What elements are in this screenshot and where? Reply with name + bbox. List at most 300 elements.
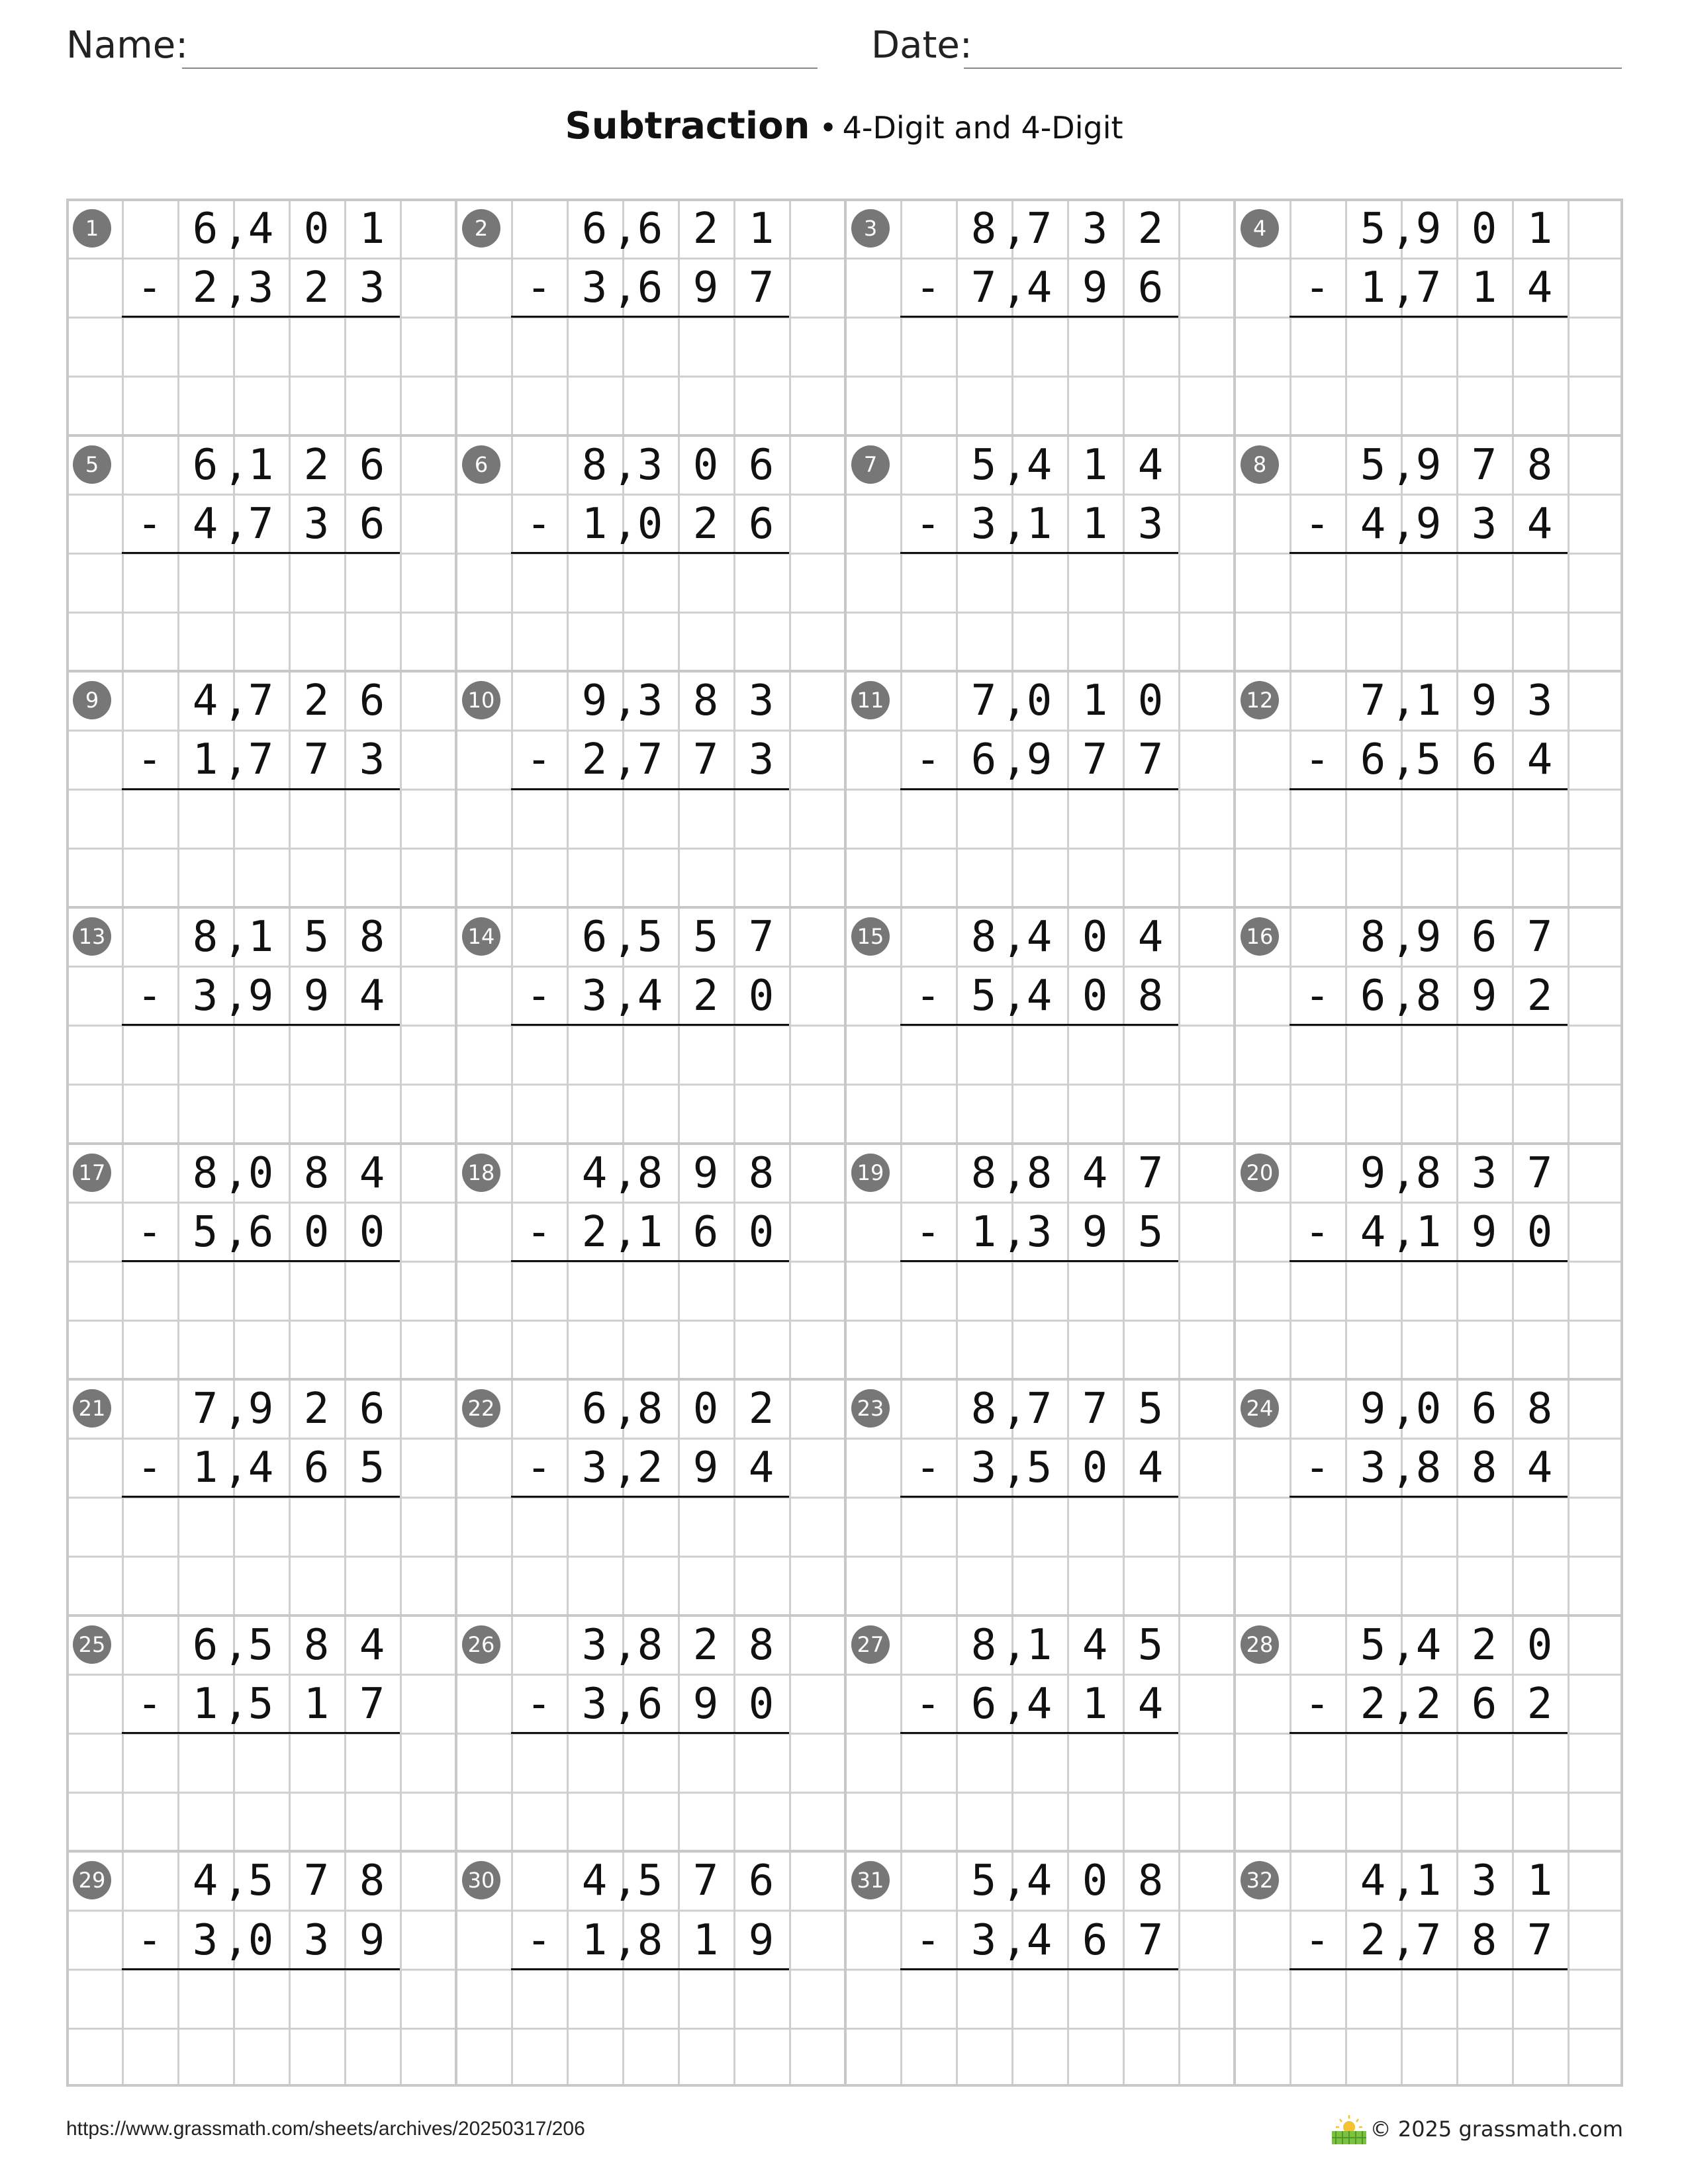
answer-area[interactable] [511,1263,789,1376]
problem-number-badge: 12 [1241,681,1279,719]
minuend-digit: 0 [1082,912,1108,962]
thousands-separator: , [1002,1620,1027,1670]
minuend-digit: 1 [1026,1620,1053,1670]
minus-sign: - [526,1679,552,1729]
problem-25 [66,1615,455,1851]
minuend-digit: 0 [1415,1385,1442,1434]
minuend-digit: 7 [692,1856,719,1906]
minuend-digit: 9 [581,676,608,726]
thousands-separator: , [1391,912,1417,962]
problem-8 [1234,435,1623,671]
problem-31 [845,1850,1234,2087]
answer-line [511,552,789,554]
answer-area[interactable] [1289,1972,1568,2084]
problem-14 [455,907,845,1143]
minuend-digit: 2 [1471,1620,1497,1670]
minuend-digit: 4 [581,1856,608,1906]
thousands-separator: , [1002,912,1027,962]
thousands-separator: , [1002,499,1027,549]
minuend-digit: 6 [748,1856,774,1906]
minus-sign: - [915,972,941,1021]
answer-area[interactable] [900,555,1178,668]
subtrahend-digit: 9 [1082,1207,1108,1257]
minuend-digit: 5 [303,912,330,962]
minuend-digit: 9 [1415,912,1442,962]
thousands-separator: , [223,912,249,962]
answer-area[interactable] [1289,1499,1568,1612]
problem-number-badge: 8 [1241,445,1279,484]
thousands-separator: , [612,676,638,726]
subtrahend-digit: 1 [1471,263,1497,313]
subtrahend-digit: 3 [581,972,608,1021]
minuend-digit: 5 [637,1856,663,1906]
minuend-digit: 1 [1082,440,1108,490]
subtrahend-digit: 0 [748,972,774,1021]
thousands-separator: , [1002,1443,1027,1493]
problem-3 [845,199,1234,435]
thousands-separator: , [223,1207,249,1257]
answer-line [1289,1024,1568,1026]
subtrahend-digit: 2 [581,735,608,785]
minuend-digit: 0 [692,1385,719,1434]
subtrahend-digit: 6 [637,263,663,313]
minuend-digit: 8 [303,1148,330,1198]
minuend-digit: 9 [1471,676,1497,726]
problem-2 [455,199,845,435]
minuend-digit: 7 [248,676,274,726]
answer-line [122,1260,400,1262]
minuend-digit: 4 [1026,912,1053,962]
problem-16 [1234,907,1623,1143]
answer-line [900,1968,1178,1970]
thousands-separator: , [612,735,638,785]
answer-area[interactable] [1289,555,1568,668]
minuend-digit: 6 [192,205,218,253]
thousands-separator: , [1391,1620,1417,1670]
subtrahend-digit: 9 [1026,735,1053,785]
answer-area[interactable] [1289,1027,1568,1140]
subtrahend-digit: 4 [1137,1443,1164,1493]
subtrahend-digit: 2 [692,499,719,549]
minus-sign: - [915,499,941,549]
subtrahend-digit: 0 [637,499,663,549]
problem-number-badge: 18 [462,1154,500,1192]
minuend-digit: 1 [748,205,774,253]
minuend-digit: 8 [1026,1148,1053,1198]
subtrahend-digit: 7 [970,263,997,313]
problem-11 [845,670,1234,907]
minuend-digit: 7 [1471,440,1497,490]
minuend-digit: 8 [192,1148,218,1198]
subtrahend-digit: 6 [1137,263,1164,313]
subtrahend-digit: 7 [1137,735,1164,785]
subtrahend-digit: 4 [1526,1443,1553,1493]
minuend-digit: 8 [970,1620,997,1670]
subtrahend-digit: 9 [248,972,274,1021]
problem-number-badge: 16 [1241,917,1279,956]
answer-area[interactable] [1289,1263,1568,1376]
thousands-separator: , [1391,1915,1417,1965]
problem-number-badge: 30 [462,1861,500,1899]
minus-sign: - [136,1915,163,1965]
problem-number-badge: 23 [851,1389,890,1428]
thousands-separator: , [612,1620,638,1670]
subtrahend-digit: 4 [1526,735,1553,785]
subtrahend-digit: 6 [1360,972,1386,1021]
problem-number-badge: 11 [851,681,890,719]
problem-23 [845,1379,1234,1615]
minuend-digit: 5 [1360,440,1386,490]
minuend-digit: 7 [1526,1148,1553,1198]
answer-area[interactable] [900,1972,1178,2084]
date-field-line[interactable] [964,68,1622,69]
minuend-digit: 4 [1082,1148,1108,1198]
answer-area[interactable] [511,1499,789,1612]
problem-number-badge: 20 [1241,1154,1279,1192]
thousands-separator: , [223,1443,249,1493]
subtrahend-digit: 7 [1526,1915,1553,1965]
subtrahend-digit: 8 [1471,1915,1497,1965]
answer-line [900,788,1178,790]
answer-area[interactable] [900,319,1178,432]
subtrahend-digit: 7 [248,735,274,785]
answer-line [511,1968,789,1970]
minuend-digit: 8 [192,912,218,962]
problem-6 [455,435,845,671]
minuend-digit: 0 [1526,1620,1553,1670]
minuend-digit: 6 [637,205,663,253]
subtrahend-digit: 3 [1360,1443,1386,1493]
answer-area[interactable] [511,1735,789,1848]
minus-sign: - [1304,1443,1331,1493]
subtrahend-digit: 4 [1360,499,1386,549]
subtrahend-digit: 6 [1360,735,1386,785]
minuend-digit: 2 [692,205,719,253]
minuend-digit: 8 [970,1148,997,1198]
subtrahend-digit: 2 [1415,1679,1442,1729]
problem-29 [66,1850,455,2087]
answer-area[interactable] [511,1972,789,2084]
minuend-digit: 2 [1137,205,1164,253]
minuend-digit: 0 [248,1148,274,1198]
answer-area[interactable] [511,555,789,668]
subtrahend-digit: 8 [637,1915,663,1965]
thousands-separator: , [1002,263,1027,313]
minuend-digit: 6 [192,1620,218,1670]
minuend-digit: 2 [692,1620,719,1670]
thousands-separator: , [612,1207,638,1257]
thousands-separator: , [612,499,638,549]
problem-28 [1234,1615,1623,1851]
answer-area[interactable] [122,1027,400,1140]
answer-area[interactable] [122,1735,400,1848]
answer-area[interactable] [122,792,400,904]
answer-area[interactable] [511,1027,789,1140]
subtrahend-digit: 3 [748,735,774,785]
subtrahend-digit: 3 [970,1915,997,1965]
answer-area[interactable] [122,555,400,668]
subtrahend-digit: 8 [1415,972,1442,1021]
worksheet-title [0,105,1688,148]
subtrahend-digit: 1 [1360,263,1386,313]
minuend-digit: 8 [748,1148,774,1198]
minuend-digit: 8 [1415,1148,1442,1198]
minuend-digit: 5 [1360,205,1386,253]
minus-sign: - [136,1679,163,1729]
subtrahend-digit: 9 [692,1443,719,1493]
subtrahend-digit: 8 [1471,1443,1497,1493]
subtrahend-digit: 1 [192,1443,218,1493]
minuend-digit: 4 [248,205,274,253]
footer-url: https://www.grassmath.com/sheets/archives/20250317/206 [66,2118,585,2140]
answer-area[interactable] [900,1263,1178,1376]
problem-number-badge: 29 [73,1861,111,1899]
minuend-digit: 5 [1137,1385,1164,1434]
thousands-separator: , [1391,440,1417,490]
thousands-separator: , [1391,972,1417,1021]
answer-line [1289,316,1568,318]
answer-area[interactable] [900,1499,1178,1612]
thousands-separator: , [612,263,638,313]
minus-sign: - [136,972,163,1021]
subtrahend-digit: 3 [303,1915,330,1965]
subtrahend-digit: 2 [1360,1679,1386,1729]
subtrahend-digit: 1 [581,499,608,549]
thousands-separator: , [223,205,249,253]
minus-sign: - [1304,499,1331,549]
problem-20 [1234,1143,1623,1379]
subtrahend-digit: 6 [359,499,385,549]
subtrahend-digit: 9 [1471,1207,1497,1257]
minus-sign: - [915,263,941,313]
minuend-digit: 4 [1360,1856,1386,1906]
thousands-separator: , [223,972,249,1021]
subtrahend-digit: 4 [637,972,663,1021]
subtrahend-digit: 0 [1082,1443,1108,1493]
subtrahend-digit: 5 [1026,1443,1053,1493]
minuend-digit: 2 [303,1385,330,1434]
minus-sign: - [1304,1207,1331,1257]
subtrahend-digit: 1 [303,1679,330,1729]
subtrahend-digit: 1 [581,1915,608,1965]
subtrahend-digit: 4 [1026,1679,1053,1729]
minuend-digit: 8 [359,1856,385,1906]
minus-sign: - [915,735,941,785]
minuend-digit: 7 [1026,205,1053,253]
subtrahend-digit: 6 [637,1679,663,1729]
minuend-digit: 8 [1526,440,1553,490]
subtrahend-digit: 3 [1137,499,1164,549]
minuend-digit: 1 [1082,676,1108,726]
subtrahend-digit: 6 [1471,1679,1497,1729]
minuend-digit: 5 [692,912,719,962]
minus-sign: - [915,1679,941,1729]
minus-sign: - [136,263,163,313]
minuend-digit: 4 [1026,1856,1053,1906]
minuend-digit: 3 [1471,1148,1497,1198]
minuend-digit: 5 [970,440,997,490]
minuend-digit: 5 [970,1856,997,1906]
subtrahend-digit: 6 [248,1207,274,1257]
minuend-digit: 8 [359,912,385,962]
answer-area[interactable] [1289,792,1568,904]
subtrahend-digit: 3 [192,972,218,1021]
minus-sign: - [526,972,552,1021]
answer-line [122,788,400,790]
thousands-separator: , [612,1443,638,1493]
subtrahend-digit: 5 [1415,735,1442,785]
thousands-separator: , [223,1385,249,1434]
minuend-digit: 8 [303,1620,330,1670]
minuend-digit: 6 [581,912,608,962]
subtrahend-digit: 7 [1082,735,1108,785]
minus-sign: - [526,1915,552,1965]
answer-area[interactable] [900,1027,1178,1140]
thousands-separator: , [1391,735,1417,785]
answer-area[interactable] [900,792,1178,904]
problem-number-badge: 5 [73,445,111,484]
subtrahend-digit: 1 [1415,1207,1442,1257]
thousands-separator: , [223,676,249,726]
minus-sign: - [136,735,163,785]
minuend-digit: 8 [581,440,608,490]
minuend-digit: 1 [1526,205,1553,253]
problem-number-badge: 25 [73,1625,111,1664]
subtrahend-digit: 9 [1082,263,1108,313]
minuend-digit: 4 [192,1856,218,1906]
answer-area[interactable] [122,1499,400,1612]
subtrahend-digit: 3 [970,499,997,549]
subtrahend-digit: 2 [192,263,218,313]
minuend-digit: 5 [637,912,663,962]
minuend-digit: 6 [581,205,608,253]
thousands-separator: , [223,1148,249,1198]
minuend-digit: 4 [1415,1620,1442,1670]
answer-area[interactable] [900,1735,1178,1848]
problem-number-badge: 7 [851,445,890,484]
minuend-digit: 1 [248,440,274,490]
problem-10 [455,670,845,907]
problem-number-badge: 27 [851,1625,890,1664]
subtrahend-digit: 9 [1415,499,1442,549]
minuend-digit: 0 [1082,1856,1108,1906]
minuend-digit: 4 [1137,440,1164,490]
minuend-digit: 8 [692,676,719,726]
problem-5 [66,435,455,671]
problem-number-badge: 6 [462,445,500,484]
answer-area[interactable] [511,319,789,432]
subtrahend-digit: 4 [748,1443,774,1493]
answer-area[interactable] [122,1263,400,1376]
subtrahend-digit: 2 [1526,1679,1553,1729]
answer-line [1289,1732,1568,1734]
problem-number-badge: 10 [462,681,500,719]
minus-sign: - [526,1207,552,1257]
thousands-separator: , [223,499,249,549]
thousands-separator: , [1002,1385,1027,1434]
subtrahend-digit: 6 [1471,735,1497,785]
minus-sign: - [915,1443,941,1493]
thousands-separator: , [1002,205,1027,253]
minuend-digit: 1 [1526,1856,1553,1906]
subtrahend-digit: 1 [1082,499,1108,549]
thousands-separator: , [1391,1207,1417,1257]
problem-number-badge: 32 [1241,1861,1279,1899]
thousands-separator: , [1002,735,1027,785]
answer-area[interactable] [122,319,400,432]
subtrahend-digit: 8 [1415,1443,1442,1493]
minuend-digit: 7 [1082,1385,1108,1434]
subtrahend-digit: 4 [192,499,218,549]
subtrahend-digit: 2 [637,1443,663,1493]
subtrahend-digit: 6 [1082,1915,1108,1965]
subtrahend-digit: 3 [192,1915,218,1965]
answer-area[interactable] [122,1972,400,2084]
subtrahend-digit: 9 [692,263,719,313]
subtrahend-digit: 8 [1137,972,1164,1021]
problem-12 [1234,670,1623,907]
subtrahend-digit: 2 [692,972,719,1021]
minuend-digit: 6 [359,1385,385,1434]
minuend-digit: 6 [192,440,218,490]
minuend-digit: 5 [1360,1620,1386,1670]
problem-number-badge: 19 [851,1154,890,1192]
thousands-separator: , [1002,1856,1027,1906]
answer-area[interactable] [511,792,789,904]
minus-sign: - [526,735,552,785]
problem-15 [845,907,1234,1143]
problem-number-badge: 22 [462,1389,500,1428]
subtrahend-digit: 3 [581,263,608,313]
minuend-digit: 4 [192,676,218,726]
minuend-digit: 8 [1360,912,1386,962]
answer-line [900,1496,1178,1498]
thousands-separator: , [612,1856,638,1906]
answer-area[interactable] [1289,1735,1568,1848]
answer-line [511,788,789,790]
answer-area[interactable] [1289,319,1568,432]
subtrahend-digit: 4 [1360,1207,1386,1257]
minuend-digit: 7 [1526,912,1553,962]
subtrahend-digit: 7 [748,263,774,313]
subtrahend-digit: 6 [970,1679,997,1729]
minuend-digit: 3 [748,676,774,726]
subtrahend-digit: 4 [1137,1679,1164,1729]
minuend-digit: 8 [970,1385,997,1434]
minus-sign: - [1304,735,1331,785]
minuend-digit: 8 [637,1148,663,1198]
subtrahend-digit: 9 [692,1679,719,1729]
subtrahend-digit: 0 [748,1679,774,1729]
subtrahend-digit: 4 [1526,263,1553,313]
minuend-digit: 5 [1137,1620,1164,1670]
subtrahend-digit: 3 [303,499,330,549]
answer-line [900,316,1178,318]
thousands-separator: , [612,440,638,490]
answer-line [900,552,1178,554]
minuend-digit: 0 [1137,676,1164,726]
subtrahend-digit: 9 [748,1915,774,1965]
subtrahend-digit: 2 [303,263,330,313]
minuend-digit: 4 [1082,1620,1108,1670]
minuend-digit: 6 [359,440,385,490]
minuend-digit: 5 [248,1856,274,1906]
answer-line [122,316,400,318]
problem-number-badge: 4 [1241,209,1279,248]
name-field-line[interactable] [182,68,818,69]
subtrahend-digit: 7 [637,735,663,785]
minuend-digit: 9 [1415,440,1442,490]
